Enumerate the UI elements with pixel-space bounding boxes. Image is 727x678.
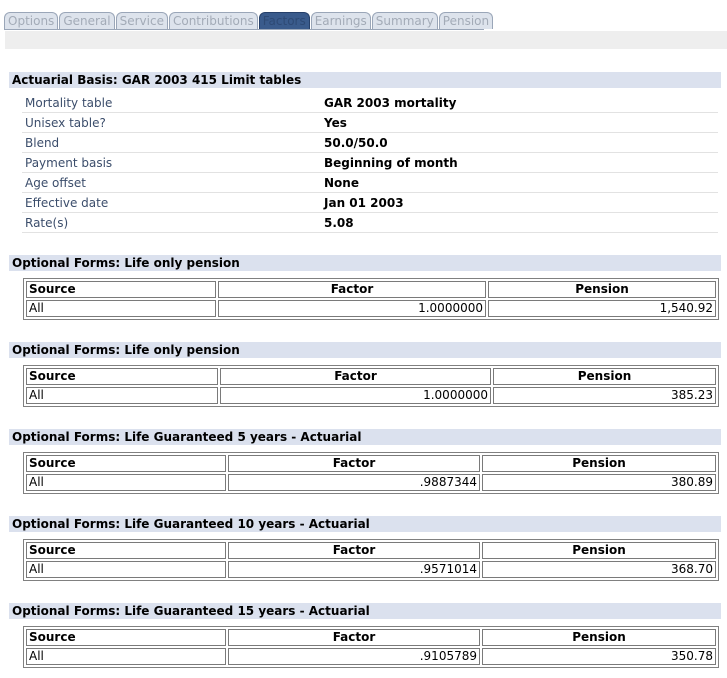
pension-cell: 350.78: [482, 648, 716, 665]
pension-cell: 368.70: [482, 561, 716, 578]
column-header-pension: Pension: [482, 629, 716, 646]
column-header-source: Source: [26, 281, 216, 298]
tab-earnings[interactable]: Earnings: [311, 12, 371, 29]
source-cell: All: [26, 300, 216, 317]
basis-value: GAR 2003 mortality: [324, 96, 457, 110]
pension-cell: 385.23: [493, 387, 716, 404]
basis-row-effective-date: [22, 193, 718, 213]
tab-summary[interactable]: Summary: [372, 12, 438, 29]
basis-row-unisex-table: [22, 113, 718, 133]
basis-value: 50.0/50.0: [324, 136, 388, 150]
column-header-pension: Pension: [482, 455, 716, 472]
tab-options[interactable]: Options: [4, 12, 58, 29]
factor-cell: 1.0000000: [218, 300, 486, 317]
basis-label: Unisex table?: [25, 116, 106, 130]
table-row: [26, 387, 716, 404]
basis-label: Payment basis: [25, 156, 113, 170]
column-header-pension: Pension: [493, 368, 716, 385]
basis-value: Yes: [324, 116, 347, 130]
basis-label: Effective date: [25, 196, 109, 210]
factor-cell: 1.0000000: [220, 387, 491, 404]
column-header-factor: Factor: [228, 542, 480, 559]
optional-form-table: [23, 452, 719, 494]
basis-label: Blend: [25, 136, 60, 150]
tab-pension[interactable]: Pension: [439, 12, 493, 29]
optional-form-table: [23, 365, 719, 407]
basis-value: Jan 01 2003: [324, 196, 404, 210]
basis-value: 5.08: [324, 216, 354, 230]
basis-row-age-offset: [22, 173, 718, 193]
optional-form-table: [23, 539, 719, 581]
basis-value: Beginning of month: [324, 156, 458, 170]
column-header-factor: Factor: [228, 455, 480, 472]
source-cell: All: [26, 387, 218, 404]
basis-row-rates: [22, 213, 718, 233]
optional-form-header: Optional Forms: Life only pension: [9, 255, 721, 271]
column-header-source: Source: [26, 542, 226, 559]
tab-general[interactable]: General: [59, 12, 114, 29]
optional-form-header: Optional Forms: Life Guaranteed 5 years - Actuarial: [9, 429, 721, 445]
basis-row-blend: [22, 133, 718, 153]
basis-label: Mortality table: [25, 96, 113, 110]
optional-form-header: Optional Forms: Life Guaranteed 10 years - Actuarial: [9, 516, 721, 532]
table-row: [26, 648, 716, 665]
pension-cell: 380.89: [482, 474, 716, 491]
column-header-source: Source: [26, 629, 226, 646]
table-row: [26, 300, 716, 317]
column-header-source: Source: [26, 455, 226, 472]
toolbar-strip: [5, 31, 727, 49]
basis-label: Rate(s): [25, 216, 69, 230]
source-cell: All: [26, 648, 226, 665]
basis-label: Age offset: [25, 176, 86, 190]
source-cell: All: [26, 474, 226, 491]
tab-service[interactable]: Service: [116, 12, 168, 29]
basis-section-header: Actuarial Basis: GAR 2003 415 Limit tables: [9, 72, 721, 88]
factor-cell: .9105789: [228, 648, 480, 665]
table-row: [26, 474, 716, 491]
basis-row-mortality-table: [22, 93, 718, 113]
basis-row-payment-basis: [22, 153, 718, 173]
pension-cell: 1,540.92: [488, 300, 716, 317]
tab-divider: [4, 29, 484, 30]
optional-form-header: Optional Forms: Life Guaranteed 15 years - Actuarial: [9, 603, 721, 619]
basis-value: None: [324, 176, 359, 190]
column-header-pension: Pension: [482, 542, 716, 559]
factor-cell: .9887344: [228, 474, 480, 491]
column-header-factor: Factor: [228, 629, 480, 646]
column-header-source: Source: [26, 368, 218, 385]
tab-factors[interactable]: Factors: [259, 12, 310, 29]
tab-bar: [4, 12, 494, 30]
optional-form-header: Optional Forms: Life only pension: [9, 342, 721, 358]
column-header-factor: Factor: [218, 281, 486, 298]
column-header-pension: Pension: [488, 281, 716, 298]
source-cell: All: [26, 561, 226, 578]
optional-form-table: [23, 626, 719, 668]
table-row: [26, 561, 716, 578]
tab-contributions[interactable]: Contributions: [169, 12, 258, 29]
optional-form-table: [23, 278, 719, 320]
factor-cell: .9571014: [228, 561, 480, 578]
column-header-factor: Factor: [220, 368, 491, 385]
